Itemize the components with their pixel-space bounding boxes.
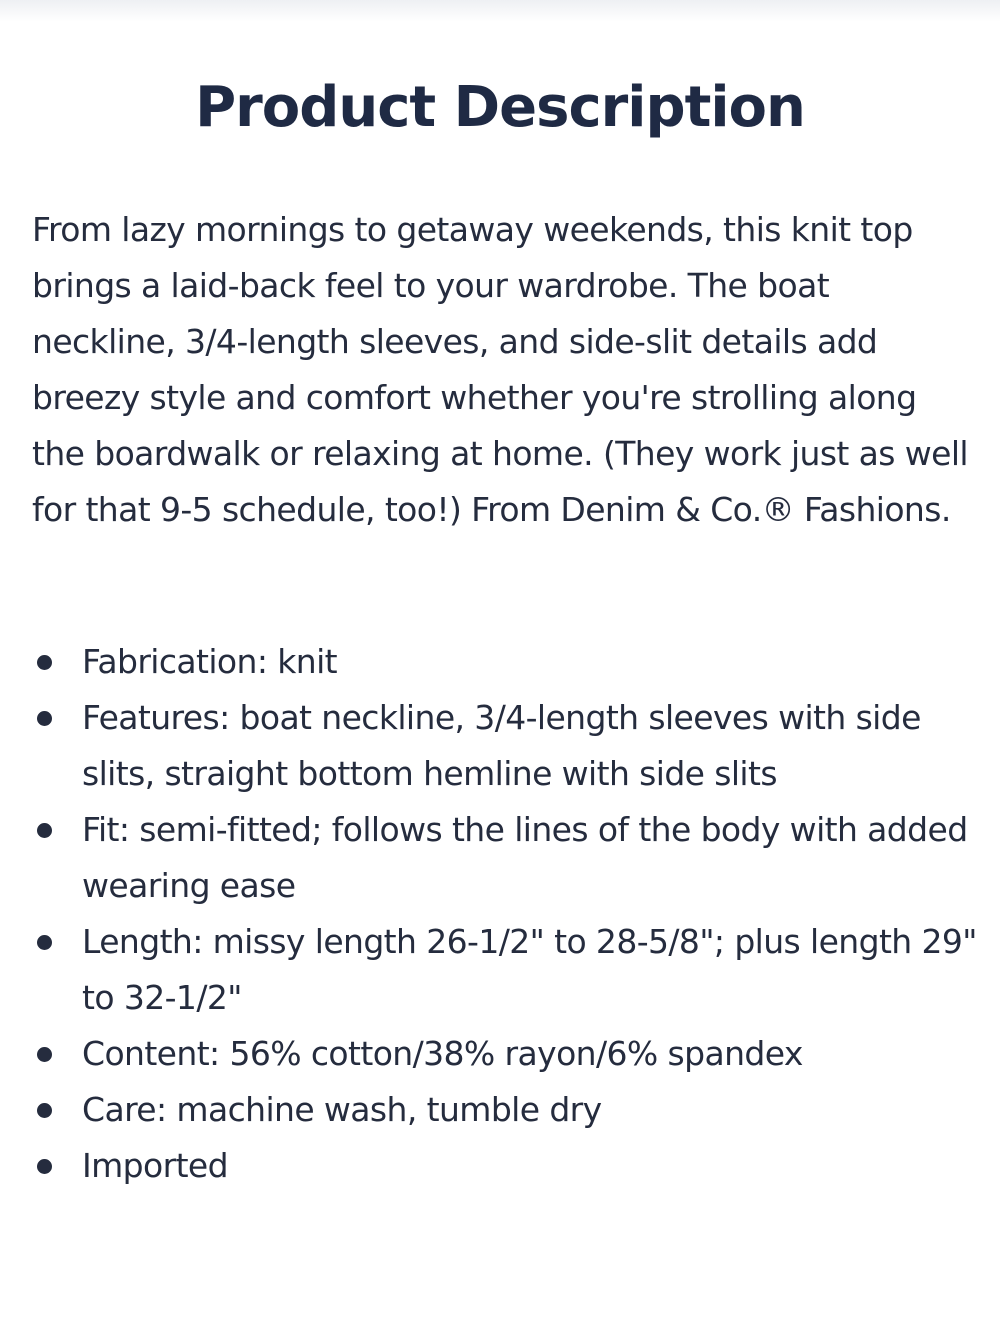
feature-item: [32, 690, 977, 802]
bullet-icon: [37, 1159, 52, 1174]
feature-text: Fit: semi-fitted; follows the lines of the body with added wearing ease: [82, 810, 968, 905]
bullet-icon: [37, 935, 52, 950]
feature-item: [32, 1138, 977, 1194]
feature-item: [32, 914, 977, 1026]
feature-text: Care: machine wash, tumble dry: [82, 1090, 602, 1129]
bullet-icon: [37, 823, 52, 838]
feature-item: [32, 1026, 977, 1082]
feature-text: Imported: [82, 1146, 228, 1185]
bullet-icon: [37, 1103, 52, 1118]
feature-item: [32, 634, 977, 690]
product-description: From lazy mornings to getaway weekends, this knit top brings a laid-back feel to your wardrobe. The boat neckline, 3/4-length sleeves, and side-slit details add breezy style and comfort whether you're strolling along the boardwalk or relaxing at home. (They work just as well for that 9-5 schedule, too!) From Denim & Co.® Fashions.: [32, 210, 968, 529]
feature-item: [32, 1082, 977, 1138]
bullet-icon: [37, 655, 52, 670]
feature-list: [32, 634, 977, 1194]
feature-text: Features: boat neckline, 3/4-length sleeves with side slits, straight bottom hemline with side slits: [82, 698, 921, 793]
feature-text: Length: missy length 26-1/2" to 28-5/8"; plus length 29" to 32-1/2": [82, 922, 977, 1017]
feature-text: Content: 56% cotton/38% rayon/6% spandex: [82, 1034, 803, 1073]
bullet-icon: [37, 711, 52, 726]
feature-text: Fabrication: knit: [82, 642, 337, 681]
top-edge-shadow: [0, 0, 1000, 22]
page-title: Product Description: [195, 75, 805, 140]
feature-item: [32, 802, 977, 914]
bullet-icon: [37, 1047, 52, 1062]
